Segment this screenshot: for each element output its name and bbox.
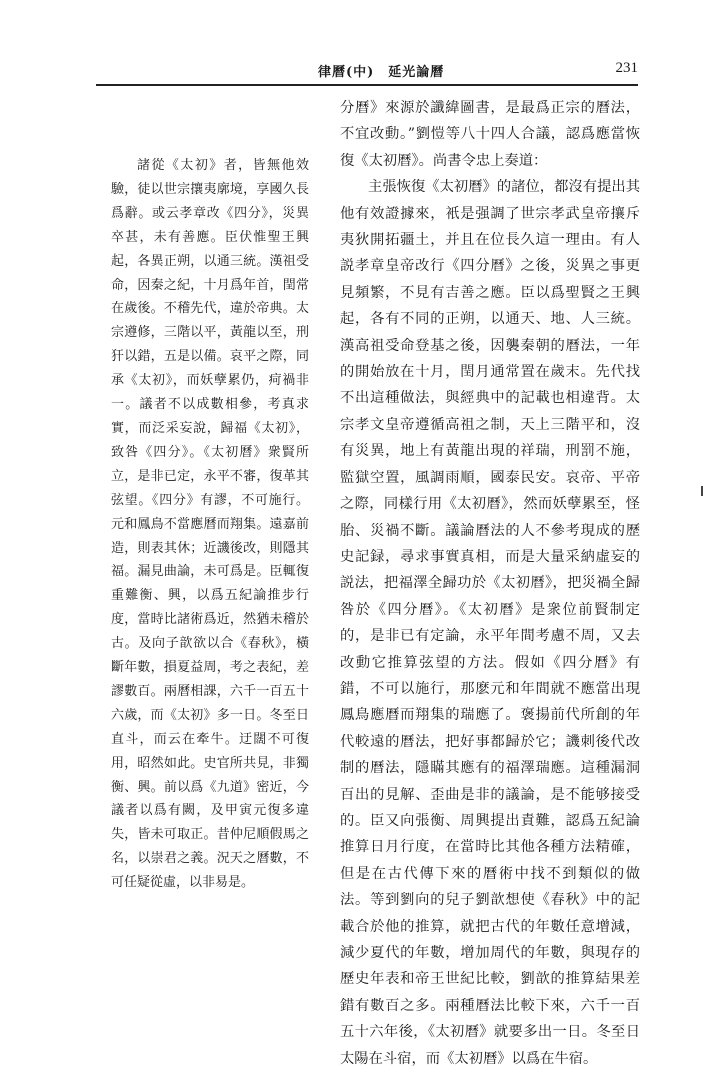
page-header: [96, 58, 638, 82]
translation-paragraph: 主張恢復《太初曆》的諸位，都沒有提出其他有效證據來，衹是强調了世宗孝武皇帝攘斥夷狄開拓疆土，并且在位長久這一理由。有人説孝章皇帝改行《四分曆》之後，災異之事更見頻繁，不見有吉善之應。臣以爲聖賢之王興起，各有不同的正朔，以通天、地、人三統。漢高祖受命登基之後，因襲秦朝的曆法，一年的開始放在十月，閏月通常置在歲末。先代找不出這種做法，與經典中的記載也相違背。太宗孝文皇帝遵循高祖之制，天上三階平和，沒有災異，地上有黃龍出現的祥瑞，刑罰不施，監獄空置，風調雨順，國泰民安。哀帝、平帝之際，同樣行用《太初曆》，然而妖孽累至，怪胎、災禍不斷。議論曆法的人不參考現成的歷史記録，尋求事實真相，而是大量采納虛妄的説法，把福澤全歸功於《太初曆》，把災禍全歸咎於《四分曆》。《太初曆》是衆位前賢制定的，是非已有定論，永平年間考慮不周，又去改動它推算弦望的方法。假如《四分曆》有錯，不可以施行，那麽元和年間就不應當出現鳳鳥應曆而翔集的瑞應了。褒揚前代所創的年代較遠的曆法，把好事都歸於它；譏刺後代改制的曆法，隱瞞其應有的福澤瑞應。這種漏洞百出的見解、歪曲是非的議論，是不能够接受的。臣又向張衡、周興提出責難，認爲五紀論推算日月行度，在當時比其他各種方法精確，但是在古代傳下來的曆術中找不到類似的做法。等到劉向的兒子劉歆想使《春秋》中的記載合於他的推算，就把古代的年數任意增減，減少夏代的年數，增加周代的年數，與現存的歷史年表和帝王世紀比較，劉歆的推算結果差錯有數百之多。兩種曆法比較下來，六千一百五十六年後，《太初曆》就要多出一日。冬至日太陽在斗宿，而《太初曆》以爲在牛宿。: [340, 179, 640, 1067]
translation-lead: 分曆》來源於讖緯圖書，是最爲正宗的曆法，不宜改動。”劉愷等八十四人合議，認爲應當恢復《太初曆》。尚書令忠上奏道：: [340, 100, 640, 169]
original-paragraph: 諸從《太初》者，皆無他效驗，徒以世宗攘夷廓境，享國久長爲辭。或云孝章改《四分》，災異卒甚，未有善應。臣伏惟聖王興起，各異正朔，以通三統。漢祖受命，因秦之紀，十月爲年首，閏常在歲後。不稽先代，違於帝典。太宗遵修，三階以平，黃龍以至，刑犴以錯，五是以備。哀平之際，同承《太初》，而妖孽累仍，疴禍非一。議者不以成數相參，考真求實，而泛采妄說，歸福《太初》，致咎《四分》。《太初曆》衆賢所立，是非已定，永平不審，復革其弦望。《四分》有謬，不可施行。元和鳳鳥不當應曆而翔集。遠嘉前造，則表其休；近譏後改，則隱其福。漏見曲論，未可爲是。臣輒復重難衡、興，以爲五紀論推步行度，當時比諸術爲近，然猶未稽於古。及向子歆欲以合《春秋》，橫斷年數，損夏益周，考之表紀，差謬數百。兩曆相課，六千一百五十六歲，而《太初》多一日。冬至日直斗，而云在牽牛。迂闊不可復用，昭然如此。史官所共見，非獨衡、興。前以爲《九道》密近，今議者以爲有闕，及甲寅元復多違失，皆未可取正。昔仲尼順假馬之名，以崇君之義。況天之曆數，不可任疑從虛，以非易是。: [111, 158, 309, 891]
margin-mark: [701, 486, 703, 496]
original-text-column: [111, 154, 309, 895]
header-rule: [96, 84, 638, 86]
running-title: 律曆(中) 延光論曆: [318, 65, 445, 80]
page-number: 231: [615, 60, 638, 76]
translation-column: [340, 95, 640, 1072]
